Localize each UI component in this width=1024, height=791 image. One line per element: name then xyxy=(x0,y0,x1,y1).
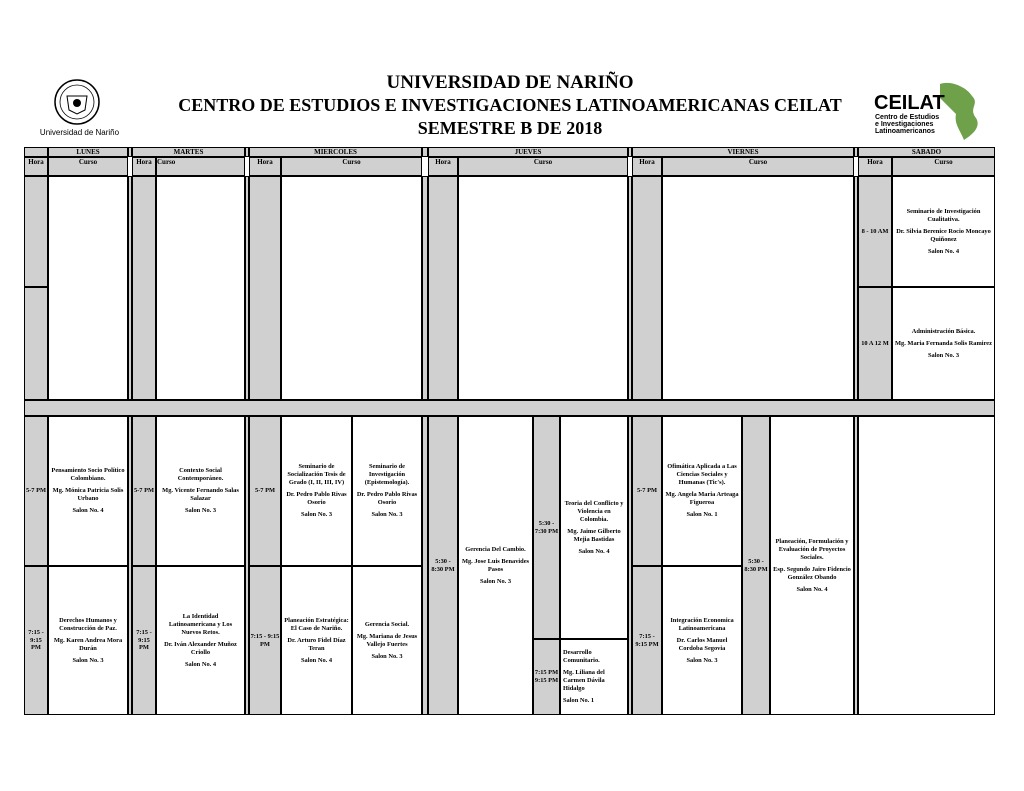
empty-hora xyxy=(132,176,156,400)
room: Salon No. 4 xyxy=(300,656,333,664)
room: Salon No. 4 xyxy=(796,585,828,593)
schedule-table xyxy=(24,147,995,715)
empty-hora xyxy=(24,176,48,287)
viernes-hora-2: 7:15 - 9:15 PM xyxy=(632,566,662,715)
teacher-name: Mg. Mónica Patricia Solis Urbano xyxy=(52,487,124,502)
hora-header: Hora xyxy=(249,157,281,176)
viernes-hora-3: 5:30 - 8:30 PM xyxy=(742,416,770,715)
miercoles-hora-2: 7:15 - 9:15 PM xyxy=(249,566,281,715)
martes-hora-2: 7:15 - 9:15 PM xyxy=(132,566,156,715)
room: Salon No. 4 xyxy=(927,247,960,255)
course-name: Contexto Social Contemporáneo. xyxy=(177,467,224,482)
room: Salon No. 4 xyxy=(578,547,610,555)
course-name: Gerencia Del Cambio. xyxy=(465,545,526,553)
room: Salon No. 4 xyxy=(184,660,217,668)
curso-header: Curso xyxy=(662,157,854,176)
teacher-name: Mg. Liliana del Carmen Dávila Hidalgo xyxy=(563,669,605,692)
curso-header: Curso xyxy=(156,157,245,176)
teacher-name: Mg. Maria Fernanda Solis Ramirez xyxy=(895,339,992,347)
empty-course xyxy=(858,416,995,715)
sabado-course-2 xyxy=(892,287,995,400)
teacher-name: Mg. Vicente Fernando Salas Salazar xyxy=(162,487,239,502)
course-name: Planeación Estratégica: El Caso de Nariño. xyxy=(284,616,349,632)
teacher-name: Mg. Mariana de Jesus Vallejo Fuertes xyxy=(356,632,418,648)
empty-hora xyxy=(249,176,281,400)
ceilat-logo-sub1: Centro de Estudios xyxy=(875,114,940,121)
jueves-course-2 xyxy=(560,416,628,639)
ceilat-logo-brand: CEILAT xyxy=(874,92,945,114)
university-title: UNIVERSIDAD DE NARIÑO xyxy=(386,72,634,93)
lunes-course-1 xyxy=(48,416,128,566)
course-name: Administración Básica. xyxy=(911,327,976,335)
curso-header: Curso xyxy=(48,157,128,176)
empty-course xyxy=(281,176,422,400)
hora-header: Hora xyxy=(24,157,48,176)
day-header-martes: MARTES xyxy=(132,147,245,157)
viernes-course-2 xyxy=(662,566,742,715)
teacher-name: Dr. Carlos Manuel Cordoba Segovia xyxy=(676,636,728,652)
sabado-course-1 xyxy=(892,176,995,287)
hora-header: Hora xyxy=(858,157,892,176)
course-name: Desarrollo Comunitario. xyxy=(563,649,600,664)
miercoles-hora-1: 5-7 PM xyxy=(249,416,281,566)
empty-hora xyxy=(632,176,662,400)
course-name: Derechos Humanos y Construcción de Paz. xyxy=(59,616,117,632)
separator-row xyxy=(24,400,995,416)
ceilat-logo-sub3: Latinoamericanos xyxy=(875,128,935,135)
jueves-hora-2: 5:30 - 7:30 PM xyxy=(533,416,560,639)
teacher-name: Esp. Segundo Jairo Fidencio González Obando xyxy=(773,565,851,581)
course-name: Teoria del Conflicto y Violencia en Colombia. xyxy=(564,499,624,523)
day-header-jueves: JUEVES xyxy=(428,147,628,157)
room: Salon No. 3 xyxy=(300,511,333,518)
day-header-viernes: VIERNES xyxy=(632,147,854,157)
course-name: Seminario de Investigación (Epistemología). xyxy=(364,463,410,486)
course-name: Seminario de Socialización Tesis de Grado (I, II, III, IV) xyxy=(287,463,346,486)
empty-course xyxy=(662,176,854,400)
curso-header: Curso xyxy=(458,157,628,176)
course-name: Gerencia Social. xyxy=(364,620,410,628)
day-header-lunes: LUNES xyxy=(48,147,128,157)
hora-header: Hora xyxy=(428,157,458,176)
teacher-name: Dr. Pedro Pablo Rivas Osorio xyxy=(286,491,347,506)
course-name: Ofimática Aplicada a Las Ciencias Sociales y Humanas (Tic's). xyxy=(667,463,737,486)
viernes-course-3 xyxy=(770,416,854,715)
teacher-name: Dr. Arturo Fidel Díaz Teran xyxy=(287,636,346,652)
day-header-sabado: SABADO xyxy=(858,147,995,157)
miercoles-course-a1 xyxy=(281,416,352,566)
lunes-course-2 xyxy=(48,566,128,715)
room: Salon No. 4 xyxy=(72,507,104,514)
room: Salon No. 3 xyxy=(72,656,104,664)
room: Salon No. 1 xyxy=(563,697,595,704)
curso-header: Curso xyxy=(281,157,422,176)
teacher-name: Mg. Karen Andrea Mora Durán xyxy=(53,636,123,652)
miercoles-course-b2 xyxy=(352,566,422,715)
viernes-hora-1: 5-7 PM xyxy=(632,416,662,566)
teacher-name: Dr. Iván Alexander Muñoz Criollo xyxy=(164,640,237,656)
room: Salon No. 1 xyxy=(686,511,718,518)
center-title: CENTRO DE ESTUDIOS E INVESTIGACIONES LATINOAMERICANAS CEILAT xyxy=(178,95,842,115)
room: Salon No. 3 xyxy=(371,511,403,518)
hora-header: Hora xyxy=(632,157,662,176)
jueves-course-3 xyxy=(560,639,628,715)
room: Salon No. 3 xyxy=(371,652,403,660)
ceilat-logo-sub2: e Investigaciones xyxy=(875,121,934,128)
teacher-name: Mg. Jaime Gilberto Mejia Bastidas xyxy=(567,527,621,543)
teacher-name: Mg. Jose Luis Benavides Pasos xyxy=(461,557,530,573)
course-name: Integración Economica Latinoamericana xyxy=(670,616,734,632)
empty-hora xyxy=(24,287,48,400)
room: Salon No. 3 xyxy=(184,507,217,514)
jueves-hora-3: 7:15 PM 9:15 PM xyxy=(533,639,560,715)
jueves-course-1 xyxy=(458,416,533,715)
course-name: Pensamiento Socio Político Colombiano. xyxy=(51,467,125,482)
martes-hora-1: 5-7 PM xyxy=(132,416,156,566)
sabado-hora-1: 8 - 10 AM xyxy=(858,176,892,287)
empty-hora xyxy=(428,176,458,400)
empty-course xyxy=(156,176,245,400)
martes-course-1 xyxy=(156,416,245,566)
room: Salon No. 3 xyxy=(686,656,718,664)
room: Salon No. 3 xyxy=(479,577,512,585)
semester-title: SEMESTRE B DE 2018 xyxy=(417,118,603,138)
lunes-hora-1: 5-7 PM xyxy=(24,416,48,566)
teacher-name: Dr. Pedro Pablo Rivas Osorio xyxy=(356,491,418,506)
curso-header: Curso xyxy=(892,157,995,176)
jueves-hora-1: 5:30 - 8:30 PM xyxy=(428,416,458,715)
ceilat-logo xyxy=(872,78,997,143)
university-logo xyxy=(30,78,125,138)
viernes-course-1 xyxy=(662,416,742,566)
hora-header: Hora xyxy=(132,157,156,176)
teacher-name: Mg. Angela Maria Arteaga Figueroa xyxy=(665,491,739,506)
empty-course xyxy=(48,176,128,400)
martes-course-2 xyxy=(156,566,245,715)
room: Salon No. 3 xyxy=(927,351,960,359)
course-name: Seminario de Investigación Cualitativa. xyxy=(906,207,981,223)
course-name: Planeación, Formulación y Evaluación de Proyectos Sociales. xyxy=(775,537,849,561)
corner-cell xyxy=(24,147,48,157)
university-logo-caption: Universidad de Nariño xyxy=(39,128,120,137)
sabado-hora-2: 10 A 12 M xyxy=(858,287,892,400)
lunes-hora-2: 7:15 - 9:15 PM xyxy=(24,566,48,715)
miercoles-course-a2 xyxy=(281,566,352,715)
teacher-name: Dr. Silvia Berenice Rocio Moncayo Quiñonez xyxy=(896,227,991,243)
course-name: La Identidad Latinoamericana y Los Nuevos Retos. xyxy=(168,612,233,636)
empty-course xyxy=(458,176,628,400)
miercoles-course-b1 xyxy=(352,416,422,566)
day-header-miercoles: MIERCOLES xyxy=(249,147,422,157)
